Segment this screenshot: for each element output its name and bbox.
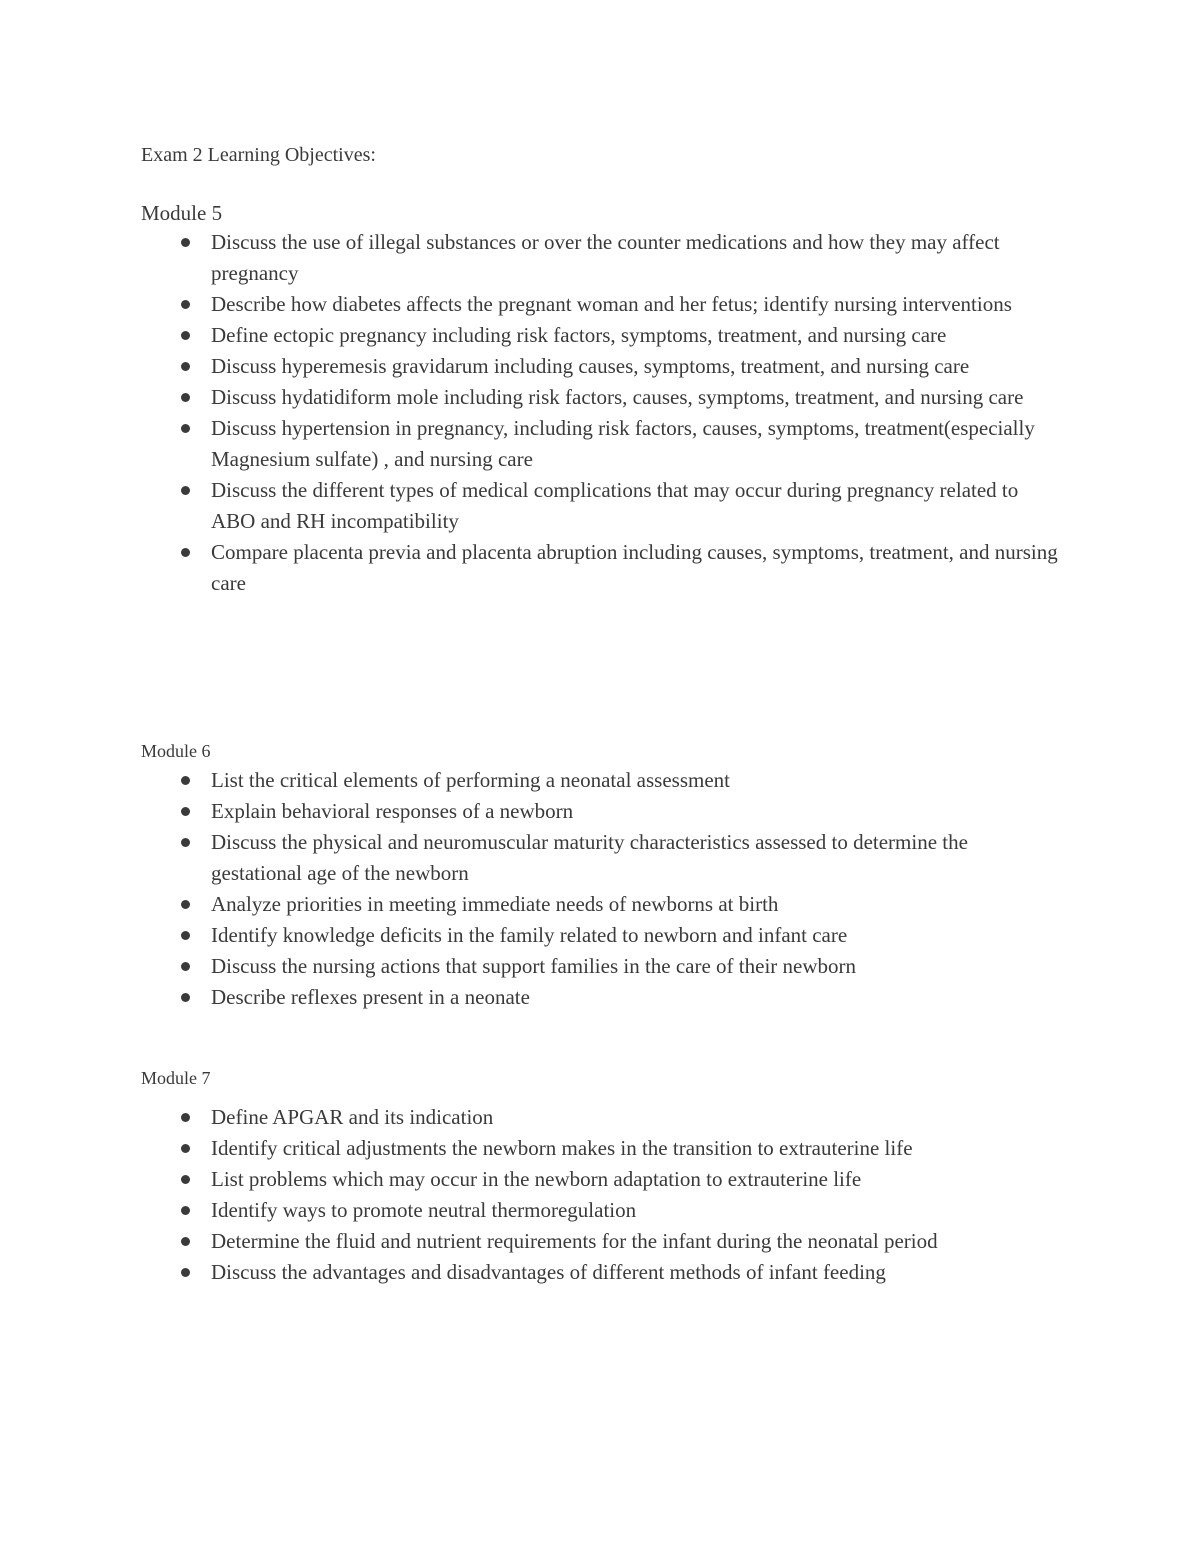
objective-text: Discuss the use of illegal substances or over the counter medications and how they may affect pregnancy [211, 230, 1000, 285]
objective-item [141, 382, 1061, 413]
objective-text: Discuss the nursing actions that support families in the care of their newborn [211, 954, 857, 978]
objective-item [141, 227, 1061, 289]
bullet-icon [181, 300, 190, 309]
module-heading: Module 6 [141, 741, 211, 761]
objective-text: Analyze priorities in meeting immediate needs of newborns at birth [211, 892, 779, 916]
bullet-icon [181, 1144, 190, 1153]
bullet-icon [181, 1206, 190, 1215]
bullet-icon [181, 931, 190, 940]
objective-item [141, 889, 1061, 920]
bullet-icon [181, 962, 190, 971]
objective-item [141, 951, 1061, 982]
bullet-icon [181, 1113, 190, 1122]
objective-text: Discuss the physical and neuromuscular maturity characteristics assessed to determine the gestational age of the newborn [211, 830, 968, 885]
objective-text: Define APGAR and its indication [211, 1105, 494, 1129]
objective-text: Discuss hydatidiform mole including risk factors, causes, symptoms, treatment, and nursing care [211, 385, 1024, 409]
objective-text: Identify critical adjustments the newborn makes in the transition to extrauterine life [211, 1136, 913, 1160]
bullet-icon [181, 393, 190, 402]
objective-item [141, 320, 1061, 351]
objective-item [141, 920, 1061, 951]
bullet-icon [181, 331, 190, 340]
document-title: Exam 2 Learning Objectives: [141, 144, 376, 166]
objective-item [141, 765, 1061, 796]
objective-text: Discuss the different types of medical complications that may occur during pregnancy related to ABO and RH incompatibility [211, 478, 1019, 533]
objective-item [141, 982, 1061, 1013]
objective-text: Describe how diabetes affects the pregnant woman and her fetus; identify nursing interventions [211, 292, 1012, 316]
bullet-icon [181, 424, 190, 433]
bullet-icon [181, 238, 190, 247]
objective-list [141, 227, 1061, 599]
bullet-icon [181, 776, 190, 785]
bullet-icon [181, 548, 190, 557]
objective-item [141, 1195, 1061, 1226]
objective-text: Determine the fluid and nutrient requirements for the infant during the neonatal period [211, 1229, 938, 1253]
bullet-icon [181, 1175, 190, 1184]
objective-item [141, 1102, 1061, 1133]
module-section-7 [141, 1064, 1061, 1288]
objective-list [141, 1102, 1061, 1288]
module-heading: Module 7 [141, 1068, 211, 1088]
objective-item [141, 351, 1061, 382]
bullet-icon [181, 362, 190, 371]
objective-item [141, 827, 1061, 889]
objective-text: Compare placenta previa and placenta abruption including causes, symptoms, treatment, and nursing care [211, 540, 1058, 595]
objective-text: Discuss the advantages and disadvantages of different methods of infant feeding [211, 1260, 886, 1284]
objective-item [141, 289, 1061, 320]
bullet-icon [181, 486, 190, 495]
objective-text: Identify ways to promote neutral thermoregulation [211, 1198, 637, 1222]
module-section-5 [141, 199, 1061, 599]
bullet-icon [181, 993, 190, 1002]
bullet-icon [181, 807, 190, 816]
objective-item [141, 796, 1061, 827]
objective-text: Explain behavioral responses of a newborn [211, 799, 574, 823]
objective-text: List the critical elements of performing a neonatal assessment [211, 768, 730, 792]
objective-item [141, 1133, 1061, 1164]
bullet-icon [181, 838, 190, 847]
bullet-icon [181, 1237, 190, 1246]
bullet-icon [181, 900, 190, 909]
objective-text: Define ectopic pregnancy including risk factors, symptoms, treatment, and nursing care [211, 323, 947, 347]
objective-item [141, 413, 1061, 475]
objective-item [141, 1257, 1061, 1288]
objective-item [141, 1164, 1061, 1195]
bullet-icon [181, 1268, 190, 1277]
module-section-6 [141, 737, 1061, 1013]
objective-item [141, 475, 1061, 537]
objective-list [141, 765, 1061, 1013]
objective-item [141, 537, 1061, 599]
objective-item [141, 1226, 1061, 1257]
objective-text: Discuss hypertension in pregnancy, including risk factors, causes, symptoms, treatment(especially Magnesium sulfate) , and nursing care [211, 416, 1035, 471]
objective-text: Discuss hyperemesis gravidarum including causes, symptoms, treatment, and nursing care [211, 354, 970, 378]
objective-text: Identify knowledge deficits in the family related to newborn and infant care [211, 923, 848, 947]
objective-text: List problems which may occur in the newborn adaptation to extrauterine life [211, 1167, 862, 1191]
module-heading: Module 5 [141, 201, 223, 225]
objective-text: Describe reflexes present in a neonate [211, 985, 530, 1009]
